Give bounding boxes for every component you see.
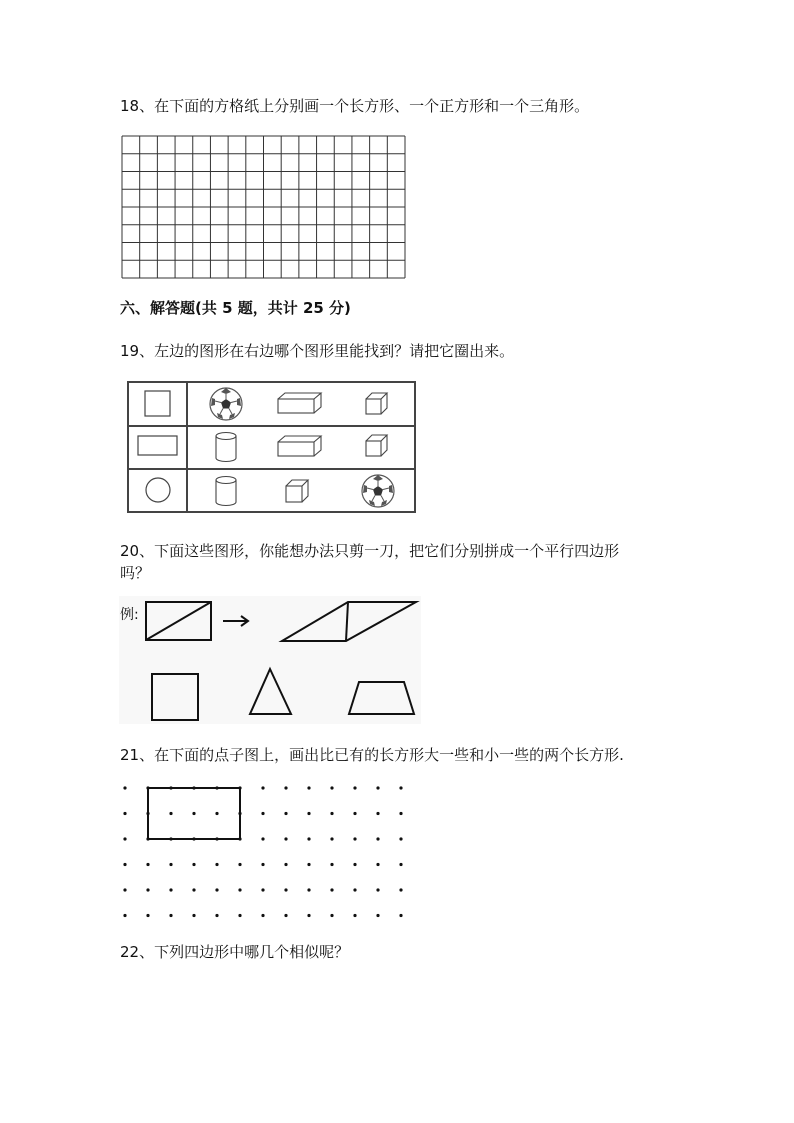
grid-dot [307, 914, 310, 917]
question-18: 18、在下面的方格纸上分别画一个长方形、一个正方形和一个三角形。 [120, 97, 590, 115]
grid-dot [330, 863, 333, 866]
grid-dot [261, 863, 264, 866]
grid-dot [399, 786, 402, 789]
grid-dot [192, 863, 195, 866]
grid-dot [169, 914, 172, 917]
cuboid-icon [278, 436, 321, 456]
grid-dot [146, 863, 149, 866]
grid-dot [192, 812, 195, 815]
grid-dot [330, 914, 333, 917]
grid-dot [307, 812, 310, 815]
question-22: 22、下列四边形中哪几个相似呢？ [120, 943, 350, 961]
grid-dot [215, 914, 218, 917]
grid-dot [238, 914, 241, 917]
question-21: 21、在下面的点子图上，画出比已有的长方形大一些和小一些的两个长方形. [120, 746, 624, 764]
grid-dot [376, 812, 379, 815]
grid-dot [284, 812, 287, 815]
grid-dot [215, 888, 218, 891]
cylinder-icon [216, 477, 236, 506]
grid-dot [353, 812, 356, 815]
grid-dot [192, 888, 195, 891]
grid-dot [399, 863, 402, 866]
grid-dot [123, 812, 126, 815]
grid-dot [399, 837, 402, 840]
cut-and-rearrange-figure [119, 596, 421, 724]
grid-dot [123, 786, 126, 789]
cube-icon [366, 435, 387, 456]
cube-icon [366, 393, 387, 414]
grid-dot [169, 888, 172, 891]
grid-dot [123, 837, 126, 840]
grid-dot [376, 914, 379, 917]
grid-dot [261, 812, 264, 815]
grid-dot [284, 888, 287, 891]
grid-dot [169, 812, 172, 815]
soccer-ball-icon [210, 388, 242, 420]
example-label: 例: [120, 607, 139, 623]
grid-dot [261, 914, 264, 917]
cylinder-icon [216, 433, 236, 462]
grid-dot [261, 837, 264, 840]
grid-dot [353, 888, 356, 891]
square-shape [145, 391, 170, 416]
cube-icon [286, 480, 308, 502]
grid-dot [307, 863, 310, 866]
dot-grid [118, 778, 428, 923]
grid-dot [123, 914, 126, 917]
grid-dot [284, 837, 287, 840]
grid-dot [330, 837, 333, 840]
grid-dot [330, 786, 333, 789]
rectangle-shape [138, 436, 177, 455]
grid-dot [353, 786, 356, 789]
grid-dot [376, 786, 379, 789]
grid-dot [123, 863, 126, 866]
shape-matching-table [126, 380, 420, 516]
question-19: 19、左边的图形在右边哪个图形里能找到？请把它圈出来。 [120, 342, 515, 360]
grid-dot [376, 863, 379, 866]
grid-dot [330, 812, 333, 815]
grid-dot [353, 863, 356, 866]
grid-dot [399, 812, 402, 815]
grid-dot [399, 914, 402, 917]
grid-dot [238, 888, 241, 891]
grid-dot [307, 786, 310, 789]
cuboid-icon [278, 393, 321, 413]
grid-dot [376, 837, 379, 840]
grid-dot [284, 786, 287, 789]
grid-dot [376, 888, 379, 891]
grid-dot [169, 863, 172, 866]
grid-paper [121, 135, 406, 280]
grid-dot [146, 888, 149, 891]
grid-dot [215, 863, 218, 866]
question-20-line1: 20、下面这些图形，你能想办法只剪一刀，把它们分别拼成一个平行四边形 [120, 542, 620, 560]
grid-dot [261, 786, 264, 789]
grid-dot [353, 837, 356, 840]
grid-dot [192, 914, 195, 917]
grid-dot [307, 888, 310, 891]
circle-shape [146, 478, 170, 502]
grid-dot [307, 837, 310, 840]
grid-dot [123, 888, 126, 891]
grid-dot [284, 863, 287, 866]
grid-dot [146, 914, 149, 917]
grid-dot [215, 812, 218, 815]
grid-dot [284, 914, 287, 917]
grid-dot [330, 888, 333, 891]
grid-dot [399, 888, 402, 891]
soccer-ball-icon [362, 475, 394, 507]
question-20-line2: 吗？ [120, 564, 151, 582]
grid-dot [353, 914, 356, 917]
grid-dot [261, 888, 264, 891]
grid-dot [238, 863, 241, 866]
section-heading: 六、解答题(共 5 题，共计 25 分) [120, 299, 351, 317]
